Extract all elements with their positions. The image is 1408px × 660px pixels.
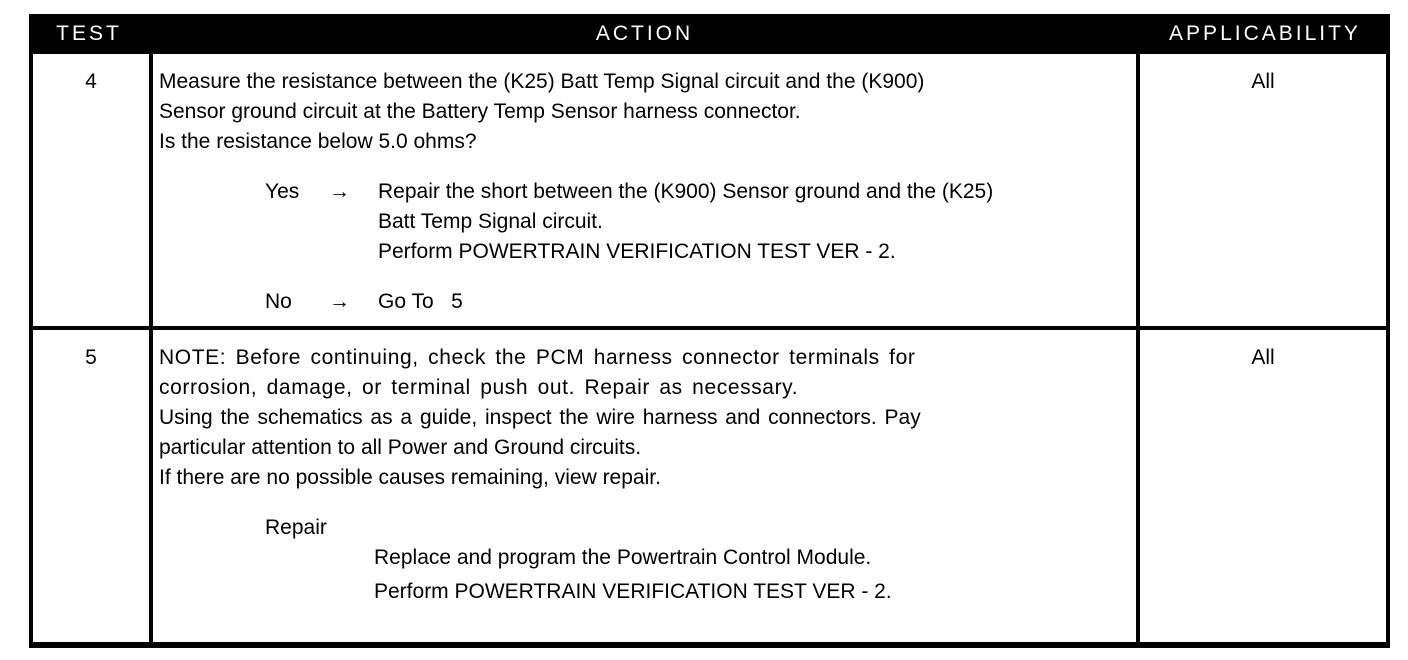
yes-action-line: Batt Temp Signal circuit.	[378, 210, 603, 233]
action-line: Measure the resistance between the (K25) Batt Temp Signal circuit and the (K900)	[159, 70, 925, 93]
action-line: Sensor ground circuit at the Battery Temp Sensor harness connector.	[159, 100, 801, 123]
row-4-test-cell	[33, 54, 149, 326]
right-arrow-icon: →	[329, 290, 350, 313]
applicability-value: All	[1251, 70, 1275, 93]
right-arrow-icon: →	[329, 180, 350, 203]
applicability-value: All	[1251, 346, 1275, 369]
action-line: If there are no possible causes remaining, view repair.	[159, 466, 661, 489]
repair-label: Repair	[265, 516, 327, 539]
repair-action-line: Replace and program the Powertrain Control Module.	[374, 546, 872, 569]
row-4-applicability-cell	[1140, 54, 1386, 326]
test-number: 5	[85, 346, 97, 369]
header-action: ACTION	[595, 22, 694, 45]
row-5-action-cell	[153, 330, 1136, 642]
action-line: particular attention to all Power and Ground circuits.	[159, 436, 642, 459]
no-label: No	[265, 290, 292, 313]
action-line: corrosion, damage, or terminal push out. Repair as necessary.	[159, 376, 799, 399]
row-5-applicability-cell	[1140, 330, 1386, 642]
row-5-test-cell	[33, 330, 149, 642]
no-action: Go To 5	[378, 290, 463, 313]
action-line: Is the resistance below 5.0 ohms?	[159, 130, 477, 153]
yes-label: Yes	[265, 180, 300, 203]
diagnostic-table	[29, 14, 1390, 648]
yes-action-line: Perform POWERTRAIN VERIFICATION TEST VER - 2.	[378, 240, 896, 263]
yes-action-line: Repair the short between the (K900) Sensor ground and the (K25)	[378, 180, 994, 203]
header-test: TEST	[56, 22, 122, 45]
row-4-action-cell	[153, 54, 1136, 326]
test-number: 4	[85, 70, 97, 93]
header-applicability: APPLICABILITY	[1169, 22, 1361, 45]
action-line: NOTE: Before continuing, check the PCM harness connector terminals for	[159, 346, 916, 369]
repair-action-line: Perform POWERTRAIN VERIFICATION TEST VER - 2.	[374, 580, 892, 603]
action-line: Using the schematics as a guide, inspect the wire harness and connectors. Pay	[159, 406, 921, 429]
